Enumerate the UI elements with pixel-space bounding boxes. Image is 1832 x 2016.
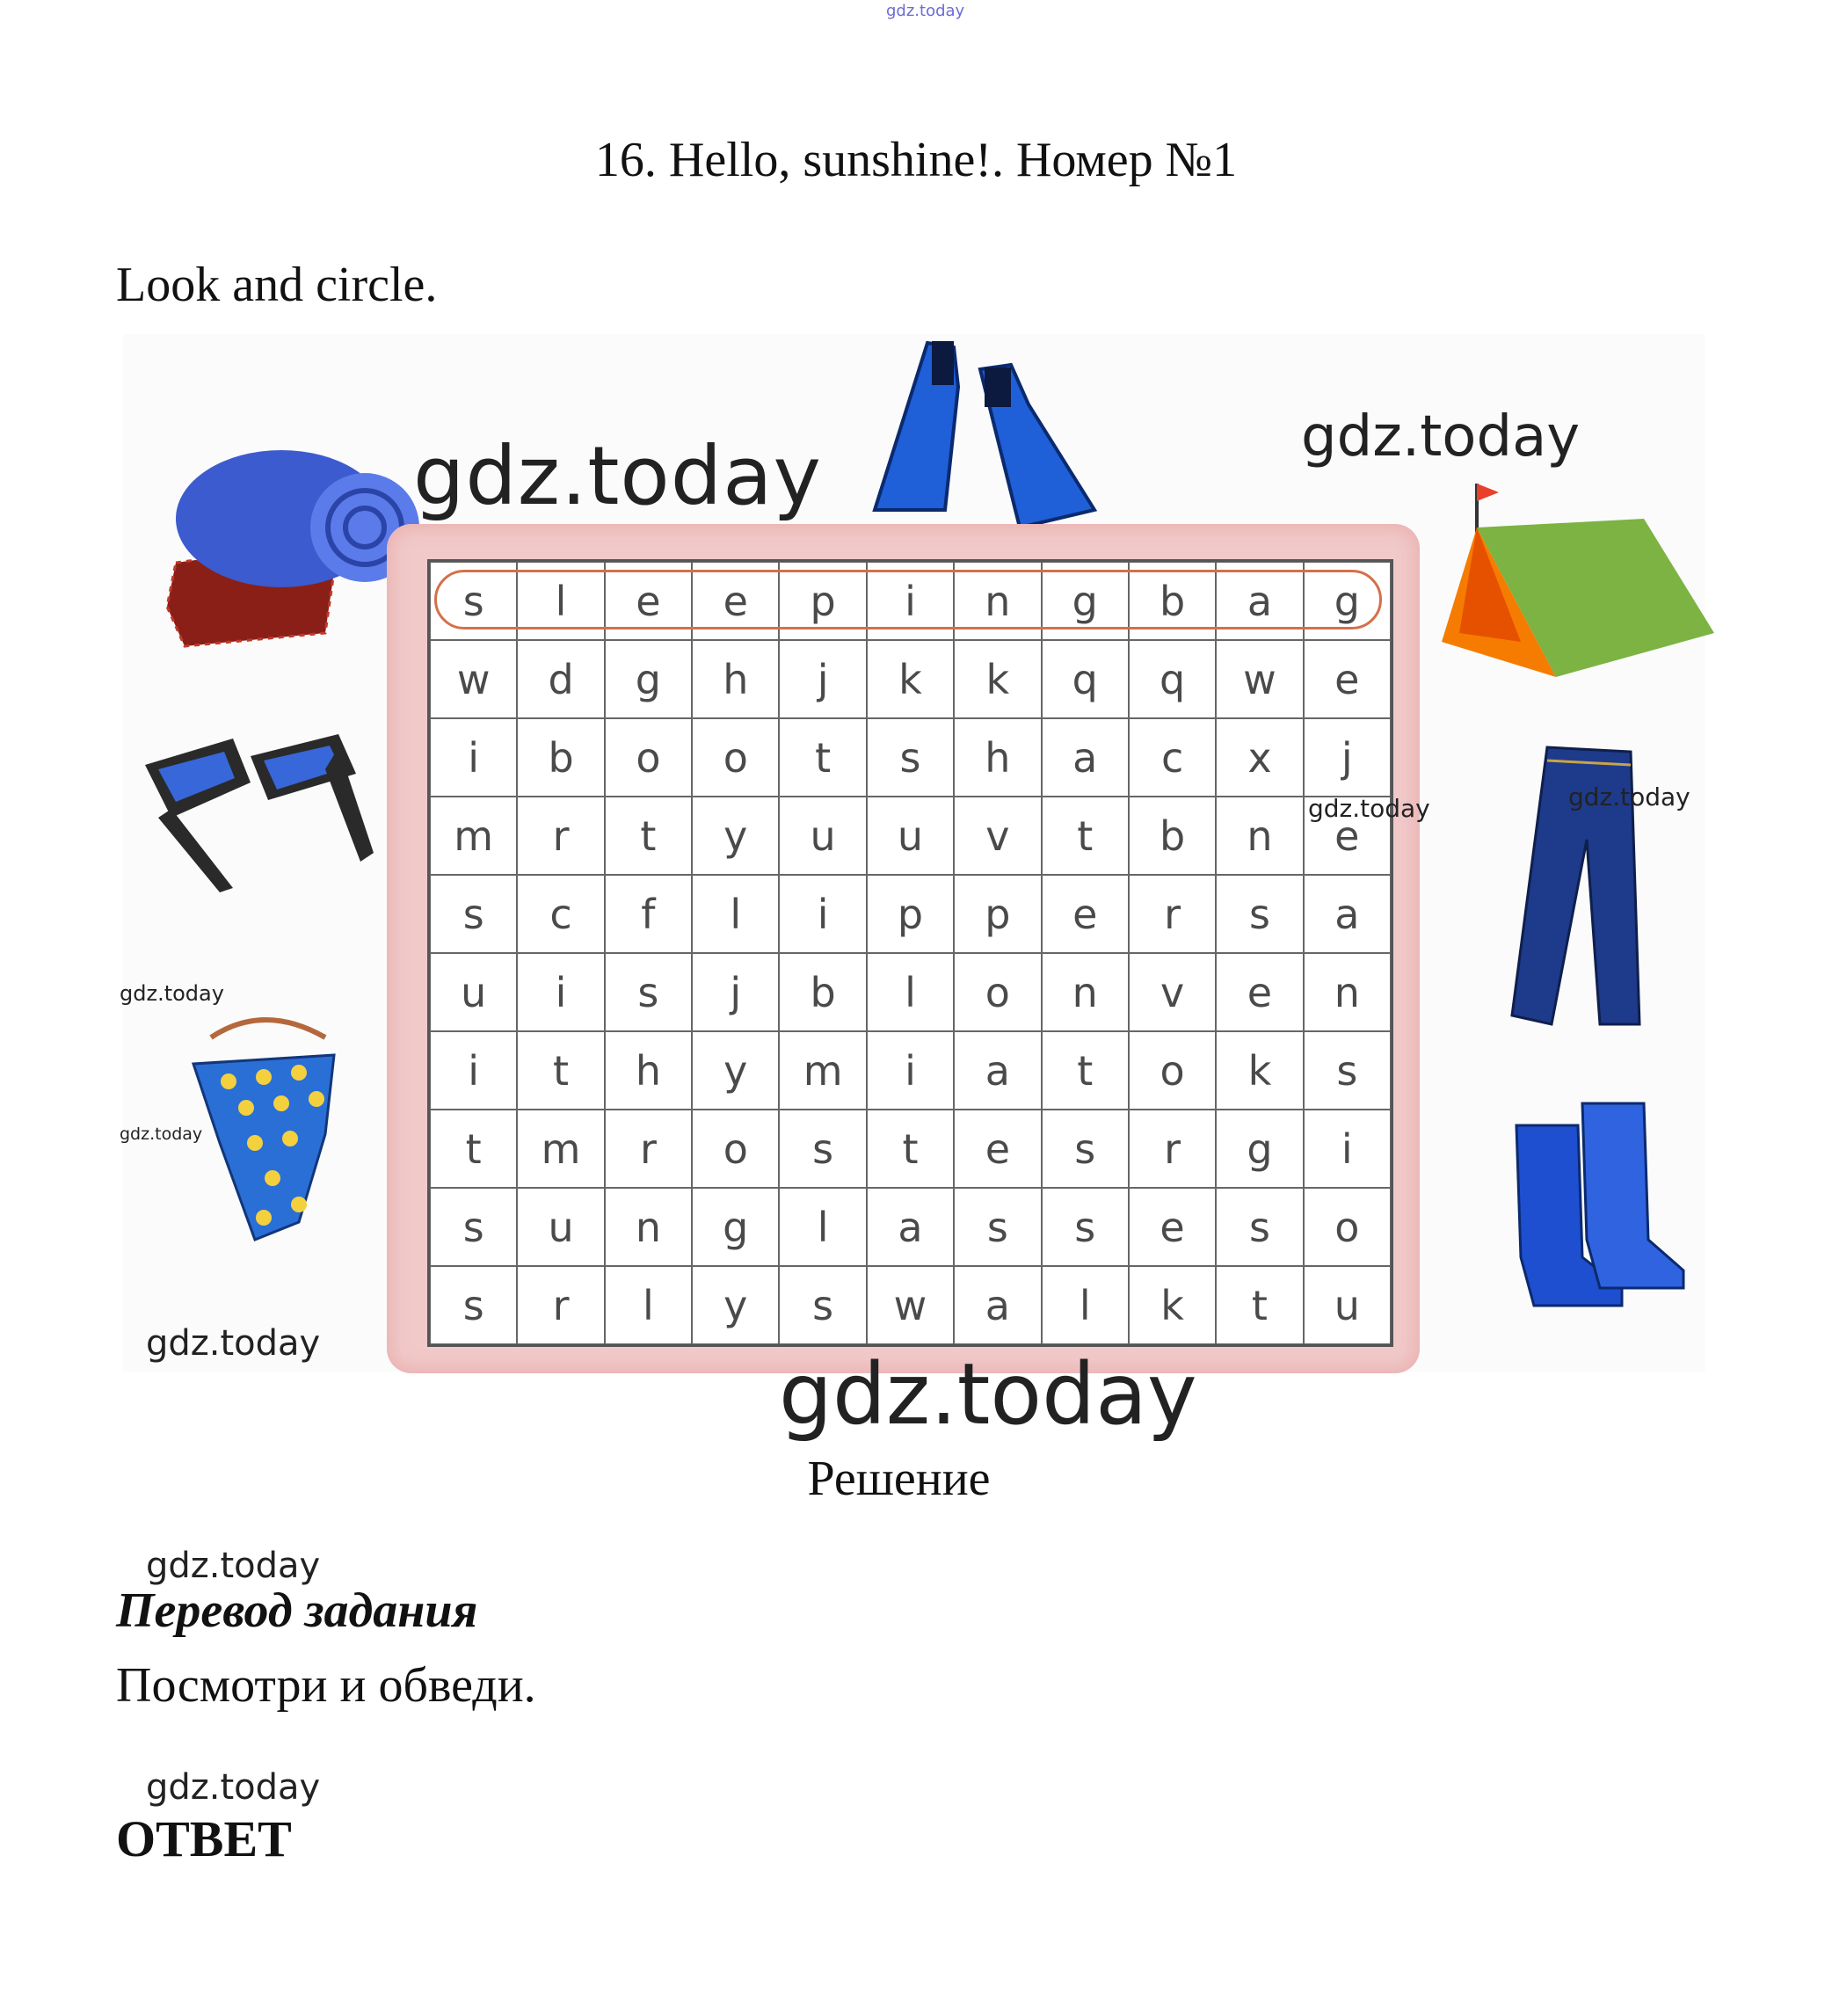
grid-cell[interactable]: o xyxy=(954,953,1041,1031)
grid-cell[interactable]: b xyxy=(517,718,604,797)
grid-cell[interactable]: l xyxy=(1042,1266,1129,1344)
translation-heading: Перевод задания xyxy=(116,1583,478,1638)
grid-cell[interactable]: x xyxy=(1216,718,1303,797)
grid-cell[interactable]: s xyxy=(954,1188,1041,1266)
example-word-circle xyxy=(434,570,1382,630)
grid-cell[interactable]: e xyxy=(692,562,779,640)
grid-cell[interactable]: s xyxy=(779,1110,866,1188)
grid-cell[interactable]: y xyxy=(692,797,779,875)
grid-cell[interactable]: s xyxy=(430,875,517,953)
grid-cell[interactable]: t xyxy=(517,1031,604,1110)
grid-cell[interactable]: k xyxy=(1129,1266,1216,1344)
grid-cell[interactable]: m xyxy=(779,1031,866,1110)
grid-cell[interactable]: o xyxy=(692,1110,779,1188)
grid-cell[interactable]: m xyxy=(430,797,517,875)
grid-cell[interactable]: s xyxy=(1216,875,1303,953)
grid-cell[interactable]: o xyxy=(1129,1031,1216,1110)
grid-cell[interactable]: i xyxy=(867,562,954,640)
grid-cell[interactable]: k xyxy=(867,640,954,718)
grid-cell[interactable]: e xyxy=(1216,953,1303,1031)
grid-cell[interactable]: u xyxy=(779,797,866,875)
sunglasses-picture xyxy=(136,721,382,897)
grid-cell[interactable]: l xyxy=(867,953,954,1031)
grid-cell[interactable]: l xyxy=(605,1266,692,1344)
grid-cell[interactable]: i xyxy=(867,1031,954,1110)
grid-cell[interactable]: s xyxy=(1042,1110,1129,1188)
grid-cell[interactable]: s xyxy=(430,1266,517,1344)
grid-cell[interactable]: m xyxy=(517,1110,604,1188)
grid-cell[interactable]: t xyxy=(1216,1266,1303,1344)
grid-cell[interactable]: o xyxy=(605,718,692,797)
grid-cell[interactable]: s xyxy=(430,562,517,640)
watermark: gdz.today xyxy=(146,1767,321,1808)
grid-cell[interactable]: s xyxy=(1304,1031,1391,1110)
grid-cell[interactable]: c xyxy=(517,875,604,953)
grid-cell[interactable]: i xyxy=(430,1031,517,1110)
grid-cell[interactable]: g xyxy=(605,640,692,718)
grid-cell[interactable]: s xyxy=(605,953,692,1031)
answer-heading: ОТВЕТ xyxy=(116,1810,292,1867)
watermark: gdz.today xyxy=(1308,794,1430,823)
grid-cell[interactable]: v xyxy=(1129,953,1216,1031)
watermark-top: gdz.today xyxy=(886,2,965,20)
grid-cell[interactable]: u xyxy=(430,953,517,1031)
grid-cell[interactable]: s xyxy=(430,1188,517,1266)
grid-cell[interactable]: g xyxy=(1216,1110,1303,1188)
grid-cell[interactable]: a xyxy=(954,1266,1041,1344)
watermark: gdz.today xyxy=(146,1546,321,1586)
grid-cell[interactable]: i xyxy=(517,953,604,1031)
flippers-picture xyxy=(857,334,1121,536)
grid-cell[interactable]: a xyxy=(1216,562,1303,640)
grid-cell[interactable]: i xyxy=(430,718,517,797)
grid-cell[interactable]: g xyxy=(1304,562,1391,640)
grid-cell[interactable]: t xyxy=(1042,1031,1129,1110)
solution-label: Решение xyxy=(807,1452,991,1506)
grid-cell[interactable]: r xyxy=(517,1266,604,1344)
grid-cell[interactable]: t xyxy=(430,1110,517,1188)
grid-cell[interactable]: a xyxy=(954,1031,1041,1110)
grid-cell[interactable]: n xyxy=(1304,953,1391,1031)
grid-cell[interactable]: l xyxy=(692,875,779,953)
grid-cell[interactable]: w xyxy=(1216,640,1303,718)
grid-cell[interactable]: p xyxy=(779,562,866,640)
grid-cell[interactable]: r xyxy=(1129,1110,1216,1188)
grid-cell[interactable]: a xyxy=(867,1188,954,1266)
watermark: gdz.today xyxy=(413,429,822,523)
grid-cell[interactable]: k xyxy=(1216,1031,1303,1110)
grid-cell[interactable]: j xyxy=(1304,718,1391,797)
translation-text: Посмотри и обведи. xyxy=(116,1658,536,1713)
grid-cell[interactable]: t xyxy=(1042,797,1129,875)
grid-cell[interactable]: t xyxy=(867,1110,954,1188)
watermark: gdz.today xyxy=(1568,782,1690,811)
grid-cell[interactable]: e xyxy=(1304,640,1391,718)
watermark: gdz.today xyxy=(779,1345,1197,1444)
grid-cell[interactable]: i xyxy=(779,875,866,953)
grid-cell[interactable]: j xyxy=(779,640,866,718)
grid-cell[interactable]: u xyxy=(1304,1266,1391,1344)
grid-cell[interactable]: s xyxy=(867,718,954,797)
grid-cell[interactable]: l xyxy=(779,1188,866,1266)
grid-cell[interactable]: p xyxy=(954,875,1041,953)
grid-cell[interactable]: s xyxy=(779,1266,866,1344)
grid-cell[interactable]: n xyxy=(954,562,1041,640)
grid-cell[interactable]: e xyxy=(1042,875,1129,953)
grid-cell[interactable]: a xyxy=(1304,875,1391,953)
grid-cell[interactable]: r xyxy=(1129,875,1216,953)
grid-cell[interactable]: h xyxy=(692,640,779,718)
grid-cell[interactable]: e xyxy=(605,562,692,640)
grid-cell[interactable]: a xyxy=(1042,718,1129,797)
grid-cell[interactable]: r xyxy=(605,1110,692,1188)
grid-cell[interactable]: w xyxy=(430,640,517,718)
watermark: gdz.today xyxy=(1301,404,1581,469)
grid-cell[interactable]: u xyxy=(867,797,954,875)
grid-cell[interactable]: t xyxy=(779,718,866,797)
grid-cell[interactable]: c xyxy=(1129,718,1216,797)
grid-cell[interactable]: n xyxy=(605,1188,692,1266)
grid-cell[interactable]: g xyxy=(1042,562,1129,640)
grid-cell[interactable]: b xyxy=(1129,797,1216,875)
grid-cell[interactable]: i xyxy=(1304,1110,1391,1188)
grid-cell[interactable]: q xyxy=(1129,640,1216,718)
grid-cell[interactable]: h xyxy=(605,1031,692,1110)
grid-cell[interactable]: b xyxy=(779,953,866,1031)
grid-cell[interactable]: g xyxy=(692,1188,779,1266)
grid-cell[interactable]: e xyxy=(1129,1188,1216,1266)
grid-cell[interactable]: v xyxy=(954,797,1041,875)
page-title: 16. Hello, sunshine!. Номер №1 xyxy=(594,133,1238,187)
grid-cell[interactable]: s xyxy=(1042,1188,1129,1266)
grid-cell[interactable]: o xyxy=(692,718,779,797)
grid-cell[interactable]: n xyxy=(1216,797,1303,875)
sleeping-bag-picture xyxy=(158,431,422,651)
grid-cell[interactable]: n xyxy=(1042,953,1129,1031)
grid-cell[interactable]: t xyxy=(605,797,692,875)
grid-cell[interactable]: f xyxy=(605,875,692,953)
grid-cell[interactable]: y xyxy=(692,1266,779,1344)
word-search-grid xyxy=(427,559,1393,1347)
grid-cell[interactable]: o xyxy=(1304,1188,1391,1266)
task-instruction: Look and circle. xyxy=(116,258,438,312)
grid-cell[interactable]: q xyxy=(1042,640,1129,718)
watermark: gdz.today xyxy=(120,981,224,1006)
grid-cell[interactable]: s xyxy=(1216,1188,1303,1266)
grid-cell[interactable]: r xyxy=(517,797,604,875)
grid-cell[interactable]: h xyxy=(954,718,1041,797)
grid-cell[interactable]: y xyxy=(692,1031,779,1110)
tent-picture xyxy=(1424,466,1723,695)
grid-cell[interactable]: w xyxy=(867,1266,954,1344)
grid-cell[interactable]: d xyxy=(517,640,604,718)
watermark: gdz.today xyxy=(146,1323,321,1364)
grid-cell[interactable]: u xyxy=(517,1188,604,1266)
grid-cell[interactable]: l xyxy=(517,562,604,640)
grid-cell[interactable]: k xyxy=(954,640,1041,718)
watermark: gdz.today xyxy=(120,1124,203,1144)
boots-picture xyxy=(1499,1099,1692,1319)
grid-cell[interactable]: e xyxy=(1304,797,1391,875)
grid-cell[interactable]: j xyxy=(692,953,779,1031)
grid-cell[interactable]: e xyxy=(954,1110,1041,1188)
grid-cell[interactable]: p xyxy=(867,875,954,953)
grid-cell[interactable]: b xyxy=(1129,562,1216,640)
